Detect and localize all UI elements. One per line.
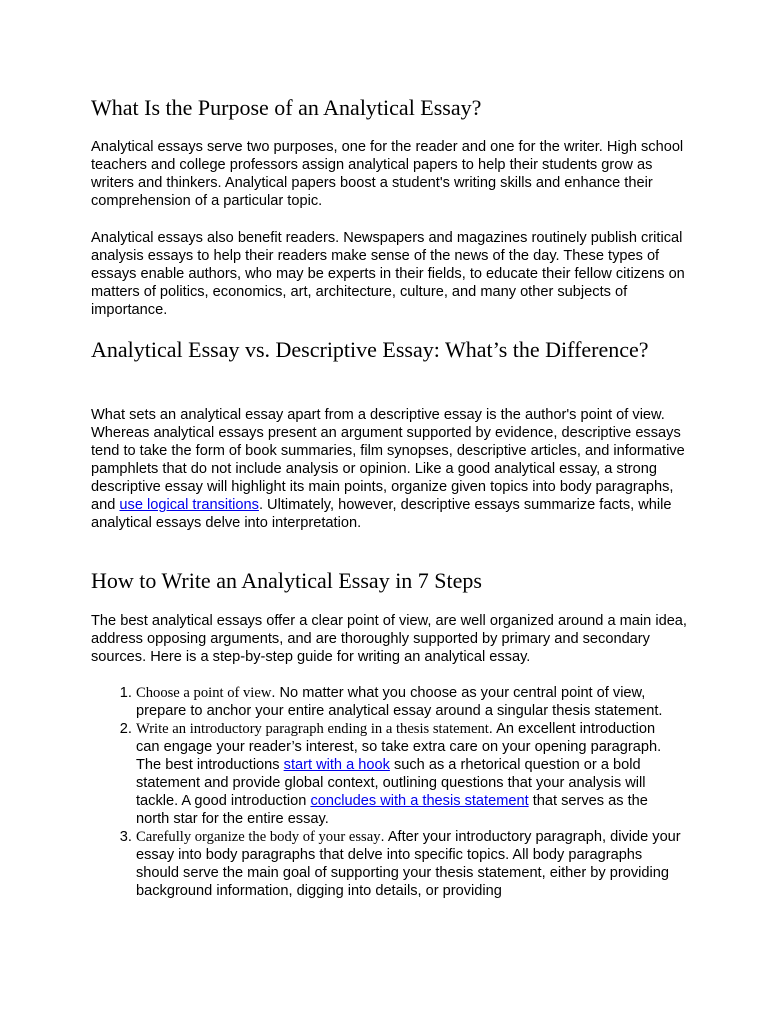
paragraph-text: . Ultimately, however, descriptive essays summarize facts, while analytical essays delve into interpretation. [91,497,672,531]
list-item [136,684,681,720]
paragraph-how-to-intro: The best analytical essays offer a clear point of view, are well organized around a main idea, address opposing arguments, and are thoroughly supported by primary and secondary sources. Here is a step-by-step guide for writing an analytical essay. [91,613,687,665]
list-item [136,828,681,900]
link-concludes-with-a-thesis-statement[interactable]: concludes with a thesis statement [310,793,529,809]
link-start-with-a-hook[interactable]: start with a hook [283,757,390,773]
step-title: Carefully organize the body of your essay [136,829,381,845]
step-text: . An excellent introduction can engage your reader’s interest, so take extra care on your opening paragraph. The best introductions [136,721,662,773]
step-text: . After your introductory paragraph, divide your essay into body paragraphs that delve into specific topics. All body paragraphs should serve the main goal of supporting your thesis statement, either by providing background information, digging into details, or providing [136,829,681,899]
steps-list [91,684,681,900]
step-title: Choose a point of view [136,685,272,701]
heading-analytical-vs-descriptive: Analytical Essay vs. Descriptive Essay: What’s the Difference? [91,337,649,362]
step-text: that serves as the north star for the entire essay. [136,793,648,827]
paragraph-purpose-2: Analytical essays also benefit readers. Newspapers and magazines routinely publish critical analysis essays to help their readers make sense of the news of the day. These types of essays enable authors, who may be experts in their fields, to educate their fellow citizens on matters of politics, economics, art, architecture, culture, and many other subjects of importance. [91,230,685,318]
heading-purpose: What Is the Purpose of an Analytical Essay? [91,95,482,120]
paragraph-text: What sets an analytical essay apart from a descriptive essay is the author's point of view. Whereas analytical essays present an argument supported by evidence, descriptive essays tend to take the form of book summaries, film synopses, descriptive articles, and informative pamphlets that do not include analysis or opinion. Like a good analytical essay, a strong descriptive essay will highlight its main points, organize given topics into body paragraphs, and [91,407,685,513]
step-title: Write an introductory paragraph ending in a thesis statement [136,721,489,737]
step-text: . No matter what you choose as your central point of view, prepare to anchor your entire analytical essay around a singular thesis statement. [136,685,663,719]
paragraph-analytical-vs-descriptive [91,406,691,532]
heading-how-to-write: How to Write an Analytical Essay in 7 Steps [91,568,482,593]
paragraph-purpose-1: Analytical essays serve two purposes, one for the reader and one for the writer. High school teachers and college professors assign analytical papers to help their students grow as writers and thinkers. Analytical papers boost a student's writing skills and enhance their comprehension of a particular topic. [91,139,684,209]
link-use-logical-transitions[interactable]: use logical transitions [119,497,259,513]
step-text: such as a rhetorical question or a bold statement and provide global context, outlining questions that your analysis will tackle. A good introduction [136,757,646,809]
list-item [136,720,681,828]
